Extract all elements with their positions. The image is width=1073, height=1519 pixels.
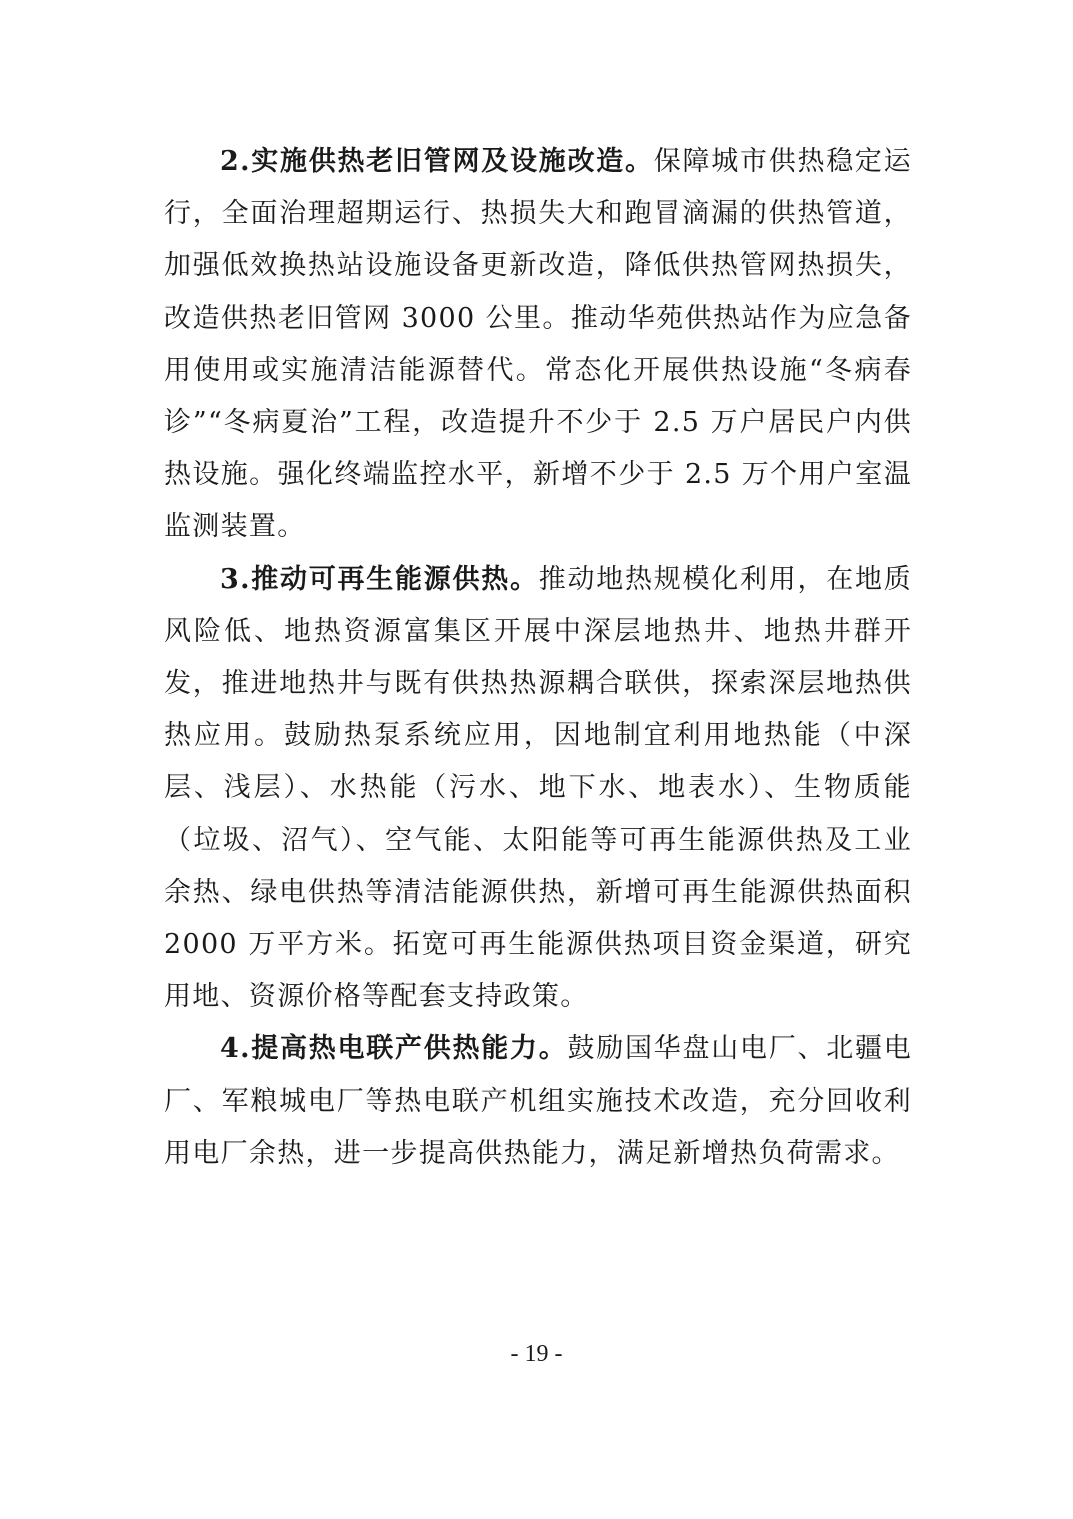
paragraph-body: 保障城市供热稳定运行，全面治理超期运行、热损失大和跑冒滴漏的供热管道，加强低效换热站设施设备更新改造，降低供热管网热损失，改造供热老旧管网 3000 公里。推动华苑供热站作为应急备用使用或实施清洁能源替代。常态化开展供热设施“冬病春诊”“冬病夏治”工程，改造提升不少于 2.5 万户居民户内供热设施。强化终端监控水平，新增不少于 2.5 万个用户室温监测装置。 [164,146,912,543]
paragraph-body: 鼓励国华盘山电厂、北疆电厂、军粮城电厂等热电联产机组实施技术改造，充分回收利用电厂余热，进一步提高供热能力，满足新增热负荷需求。 [164,1033,912,1169]
paragraph-body: 推动地热规模化利用，在地质风险低、地热资源富集区开展中深层地热井、地热井群开发，推进地热井与既有供热热源耦合联供，探索深层地热供热应用。鼓励热泵系统应用，因地制宜利用地热能（中深层、浅层）、水热能（污水、地下水、地表水）、生物质能（垃圾、沼气）、空气能、太阳能等可再生能源供热及工业余热、绿电供热等清洁能源供热，新增可再生能源供热面积 2000 万平方米。拓宽可再生能源供热项目资金渠道，研究用地、资源价格等配套支持政策。 [164,563,912,1013]
paragraph-heading: 2.实施供热老旧管网及设施改造。 [220,146,654,177]
paragraph-heating-network-renovation [164,136,912,554]
paragraph-cogeneration-capacity [164,1023,912,1180]
paragraph-heading: 3.推动可再生能源供热。 [220,563,539,595]
paragraph-heading: 4.提高热电联产供热能力。 [220,1033,568,1065]
page-number: - 19 - [510,1341,563,1367]
paragraph-renewable-heating [164,554,912,1024]
page-body [164,136,912,1180]
